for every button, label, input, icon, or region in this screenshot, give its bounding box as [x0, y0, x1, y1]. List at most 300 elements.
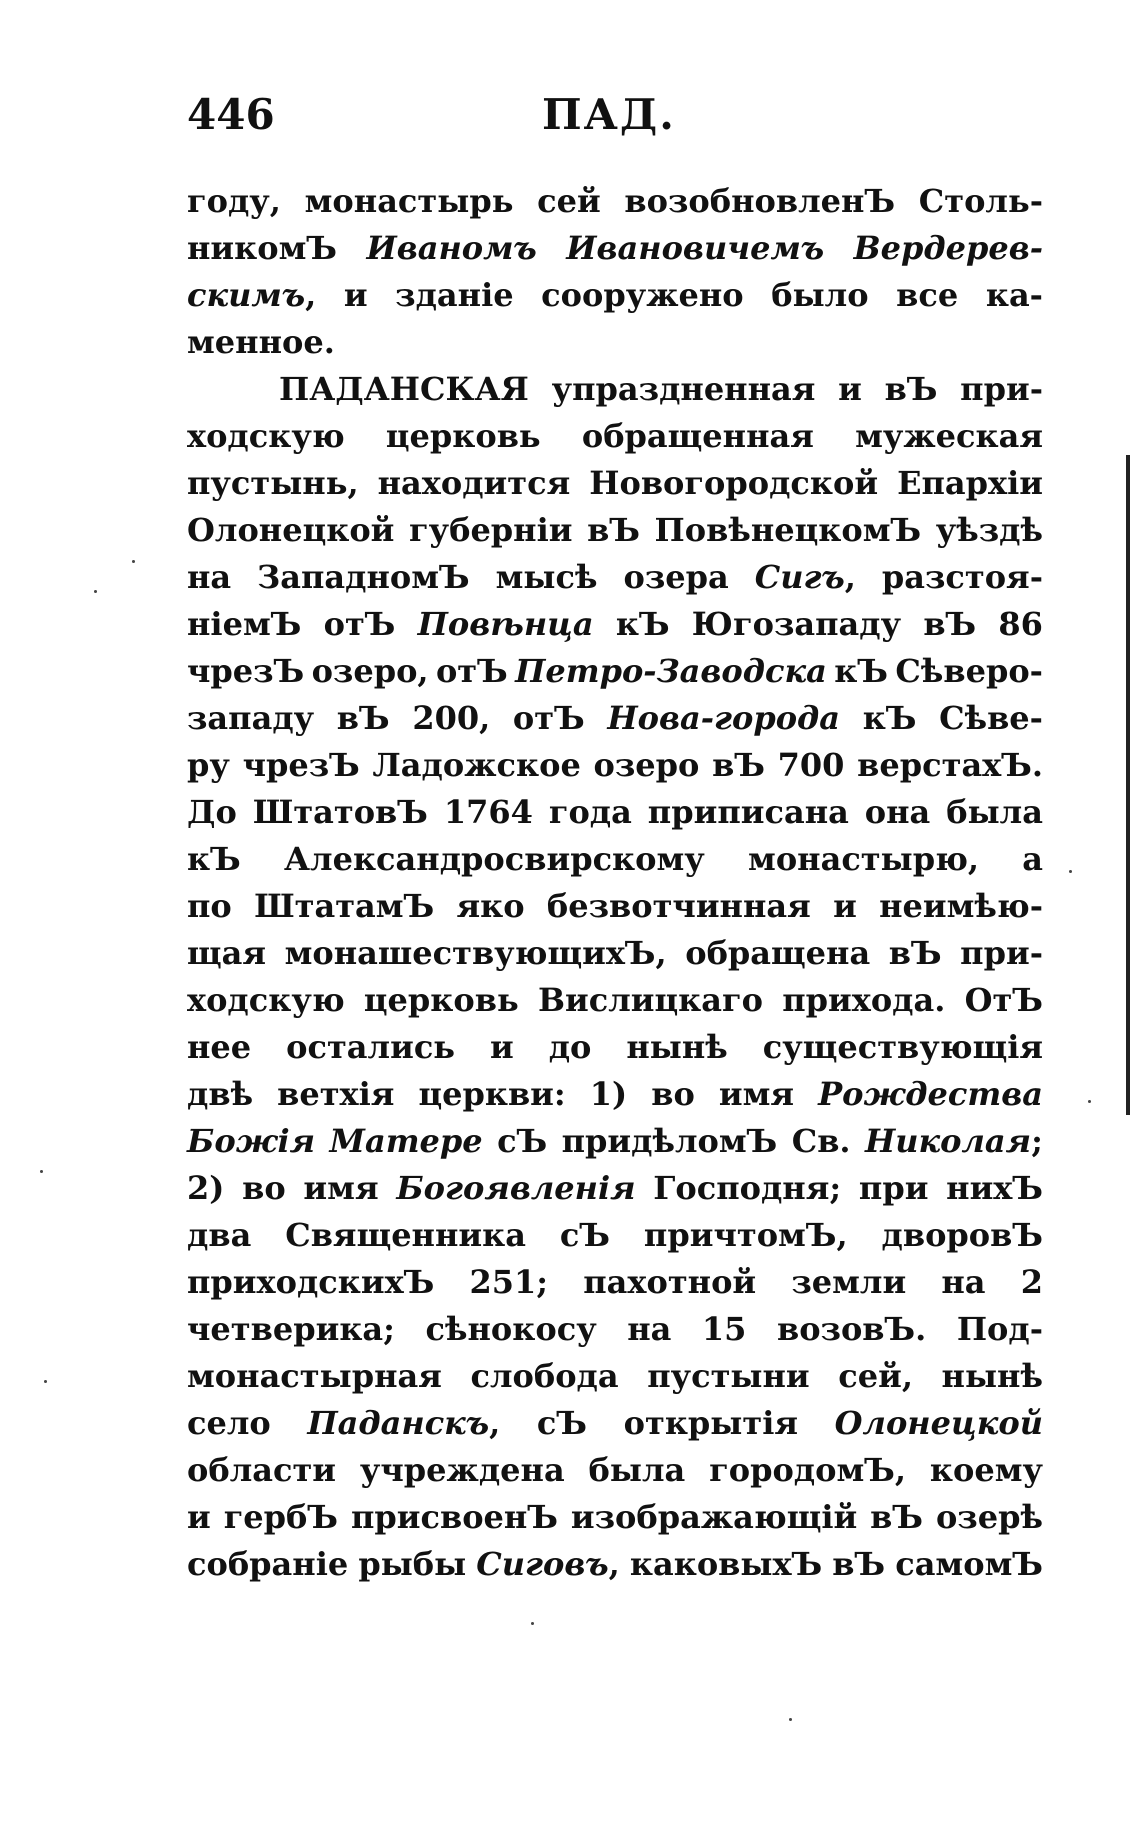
text-run: отЪ — [512, 699, 585, 737]
text-run: собраніе — [187, 1545, 349, 1583]
text-run: при — [858, 1169, 929, 1207]
word — [187, 1306, 395, 1353]
word — [187, 460, 359, 507]
text-run: щая — [187, 934, 266, 972]
text-line — [187, 1165, 1043, 1212]
text-run: вЪ — [888, 934, 942, 972]
text-run: 2 — [1020, 1263, 1043, 1301]
word — [692, 601, 901, 648]
text-run: года — [548, 793, 632, 831]
word — [616, 601, 670, 648]
word — [418, 601, 594, 648]
word — [895, 648, 1043, 695]
word — [946, 789, 1043, 836]
word — [378, 460, 571, 507]
word — [470, 1353, 618, 1400]
word — [818, 1071, 1043, 1118]
word — [187, 1400, 271, 1447]
word — [187, 930, 266, 977]
text-run: кЪ — [615, 605, 670, 643]
word — [396, 1165, 635, 1212]
text-run: мысѣ — [495, 558, 598, 596]
page-header — [187, 90, 1043, 150]
text-run: гербЪ — [223, 1498, 338, 1536]
word — [626, 1024, 727, 1071]
word — [882, 1212, 1043, 1259]
word — [960, 366, 1043, 413]
text-run: яко — [456, 887, 525, 925]
text-run: возобновленЪ — [624, 182, 896, 220]
text-run: по — [187, 887, 232, 925]
italic-text: Николая — [865, 1122, 1032, 1160]
word — [372, 742, 580, 789]
text-run: ПАДАНСКАЯ — [279, 370, 529, 408]
text-run: менное. — [187, 323, 335, 361]
word — [832, 1541, 885, 1588]
word — [702, 1306, 747, 1353]
text-run: село — [187, 1404, 271, 1442]
text-run: дворовЪ — [881, 1216, 1043, 1254]
word — [763, 1024, 1043, 1071]
text-run: Вислицкаго — [537, 981, 763, 1019]
word — [624, 1400, 798, 1447]
word — [187, 695, 314, 742]
word — [897, 460, 1043, 507]
text-run: , — [608, 1545, 620, 1583]
word — [685, 930, 870, 977]
text-run: сей — [537, 182, 601, 220]
word — [895, 1541, 1043, 1588]
word — [960, 930, 1043, 977]
text-run: озерѣ — [935, 1498, 1043, 1536]
word — [594, 742, 700, 789]
text-run: монашествующихЪ, — [284, 934, 667, 972]
text-run: вЪ — [712, 746, 765, 784]
word — [444, 789, 533, 836]
page-number: 446 — [187, 90, 275, 139]
text-run: сооружено — [541, 276, 744, 314]
text-line — [187, 1212, 1043, 1259]
italic-text: Паданскъ — [307, 1404, 490, 1442]
text-run: году, — [187, 182, 281, 220]
text-line — [187, 1071, 1043, 1118]
text-line — [187, 1541, 1043, 1588]
text-run: городомЪ, — [709, 1451, 907, 1489]
word — [930, 1447, 1043, 1494]
text-run: сЪ — [559, 1216, 610, 1254]
text-run: церкви: — [418, 1075, 566, 1113]
text-run: области — [187, 1451, 337, 1489]
text-run: присвоенЪ — [350, 1498, 558, 1536]
word — [719, 1071, 794, 1118]
word — [882, 554, 1043, 601]
word — [627, 1306, 671, 1353]
text-line — [187, 366, 1043, 413]
text-run: прихода. — [782, 981, 946, 1019]
text-line — [187, 648, 1043, 695]
italic-text: скимъ — [187, 276, 306, 314]
italic-text: Петро-Заводска — [515, 652, 827, 690]
word — [242, 1165, 286, 1212]
word — [942, 1353, 1043, 1400]
text-run: во — [651, 1075, 695, 1113]
text-run: Господня; — [653, 1169, 842, 1207]
text-run: Олонецкой — [187, 511, 395, 549]
word — [305, 178, 514, 225]
text-run: ОтЪ — [964, 981, 1043, 1019]
word — [187, 1259, 434, 1306]
text-run: ветхія — [277, 1075, 395, 1113]
text-run: обращена — [685, 934, 871, 972]
word — [187, 789, 237, 836]
text-run: нынѣ — [941, 1357, 1043, 1395]
word — [791, 1259, 906, 1306]
text-line — [187, 319, 1043, 366]
text-run: и — [833, 887, 857, 925]
text-run: Новогородской — [589, 464, 879, 502]
text-run: ШтатовЪ — [252, 793, 428, 831]
text-run: пустыни — [647, 1357, 810, 1395]
word — [562, 1118, 778, 1165]
word — [986, 272, 1043, 319]
text-run: 15 — [701, 1310, 747, 1348]
word — [623, 554, 728, 601]
text-run: зданіе — [395, 276, 514, 314]
text-run: кЪ — [187, 840, 241, 878]
word — [792, 1118, 851, 1165]
text-run: самомЪ — [895, 1545, 1043, 1583]
text-run: чрезЪ — [242, 746, 360, 784]
text-run: озеро — [593, 746, 700, 784]
text-line — [187, 977, 1043, 1024]
word — [549, 1024, 592, 1071]
text-run: 86 — [998, 605, 1043, 643]
text-run: монастырная — [187, 1357, 442, 1395]
word — [476, 1541, 620, 1588]
word — [923, 601, 976, 648]
text-run: сей, — [838, 1357, 913, 1395]
text-run: кЪ — [862, 699, 917, 737]
italic-text: Вердерев- — [853, 229, 1043, 267]
word — [644, 1212, 848, 1259]
text-run: учреждена — [359, 1451, 565, 1489]
word — [653, 1165, 841, 1212]
word — [187, 648, 304, 695]
italic-text: Матере — [329, 1122, 483, 1160]
word — [834, 648, 888, 695]
text-run: неимѣю- — [879, 887, 1043, 925]
text-run: и — [343, 276, 368, 314]
word — [364, 977, 519, 1024]
word — [957, 1306, 1043, 1353]
text-run: Столь- — [918, 182, 1043, 220]
text-line — [187, 883, 1043, 930]
text-run: вЪ — [336, 699, 390, 737]
word — [187, 319, 335, 366]
word — [998, 601, 1043, 648]
word — [541, 272, 743, 319]
word — [889, 930, 942, 977]
text-run: коему — [929, 1451, 1043, 1489]
text-run: вЪ — [923, 605, 977, 643]
word — [358, 1541, 466, 1588]
text-run: 700 — [777, 746, 845, 784]
word — [469, 1259, 548, 1306]
word — [187, 883, 232, 930]
word — [187, 1494, 211, 1541]
text-run: имя — [718, 1075, 795, 1113]
word — [854, 225, 1043, 272]
text-run: , — [305, 276, 317, 314]
text-run: и — [187, 1498, 211, 1536]
word — [187, 413, 345, 460]
word — [566, 225, 824, 272]
text-run: открытія — [623, 1404, 798, 1442]
running-head: ПАД. — [542, 90, 676, 139]
word — [879, 883, 1043, 930]
italic-text: Повѣнца — [417, 605, 594, 643]
text-run: обращенная — [581, 417, 814, 455]
text-run: вЪ — [884, 370, 938, 408]
word — [648, 789, 849, 836]
word — [224, 1494, 338, 1541]
text-run: при- — [960, 934, 1043, 972]
text-run: ру — [187, 746, 230, 784]
word — [771, 272, 868, 319]
text-run: церковь — [385, 417, 541, 455]
text-line — [187, 178, 1043, 225]
word — [279, 366, 529, 413]
text-run: , — [844, 558, 856, 596]
word — [1022, 836, 1043, 883]
text-line — [187, 413, 1043, 460]
word — [855, 413, 1043, 460]
word — [607, 695, 840, 742]
word — [351, 1494, 558, 1541]
word — [863, 695, 917, 742]
word — [337, 695, 390, 742]
word — [386, 413, 541, 460]
text-line — [187, 1259, 1043, 1306]
text-run: на — [627, 1310, 672, 1348]
text-run: на — [941, 1263, 986, 1301]
word — [919, 178, 1043, 225]
word — [187, 554, 231, 601]
word — [253, 789, 428, 836]
word — [865, 1118, 1043, 1165]
word — [1021, 1259, 1043, 1306]
text-run: верстахЪ. — [857, 746, 1043, 784]
text-run: при- — [960, 370, 1043, 408]
text-run: вЪ — [832, 1545, 886, 1583]
text-run: находится — [377, 464, 571, 502]
word — [835, 1400, 1043, 1447]
text-run: отЪ — [323, 605, 396, 643]
text-line — [187, 1024, 1043, 1071]
text-line — [187, 742, 1043, 789]
word — [187, 1447, 336, 1494]
text-run: 251; — [469, 1263, 549, 1301]
word — [187, 601, 301, 648]
text-run: Сѣверо- — [895, 652, 1043, 690]
word — [939, 695, 1043, 742]
italic-text: Олонецкой — [834, 1404, 1043, 1442]
word — [360, 1447, 565, 1494]
word — [515, 648, 827, 695]
text-run: два — [187, 1216, 252, 1254]
word — [589, 1447, 686, 1494]
word — [324, 601, 396, 648]
text-run: вЪ — [587, 511, 640, 549]
text-run: приходскихЪ — [187, 1263, 435, 1301]
text-run: мужеская — [855, 417, 1043, 455]
word — [655, 507, 922, 554]
word — [965, 977, 1043, 1024]
text-run: все — [896, 276, 959, 314]
italic-text: Нова-города — [607, 699, 841, 737]
word — [582, 413, 814, 460]
word — [560, 1212, 610, 1259]
word — [624, 178, 895, 225]
text-run: кЪ — [834, 652, 888, 690]
word — [187, 1071, 253, 1118]
word — [777, 1306, 926, 1353]
word — [838, 1353, 913, 1400]
word — [936, 1494, 1043, 1541]
text-run: упраздненная — [551, 370, 816, 408]
text-run: ; — [1031, 1122, 1043, 1160]
word — [497, 1118, 547, 1165]
text-run: была — [588, 1451, 686, 1489]
word — [583, 1259, 756, 1306]
text-line — [187, 1306, 1043, 1353]
word — [590, 1071, 627, 1118]
word — [257, 554, 469, 601]
word — [936, 507, 1043, 554]
text-run: Священника — [285, 1216, 526, 1254]
word — [426, 1306, 597, 1353]
text-run: нынѣ — [626, 1028, 728, 1066]
word — [456, 883, 524, 930]
word — [436, 648, 508, 695]
word — [552, 366, 816, 413]
text-run: Под- — [956, 1310, 1043, 1348]
text-run: Сѣве- — [939, 699, 1043, 737]
text-line — [187, 272, 1043, 319]
word — [187, 836, 241, 883]
word — [395, 272, 513, 319]
text-run: чрезЪ — [187, 652, 305, 690]
word — [187, 1118, 315, 1165]
text-run: во — [242, 1169, 286, 1207]
word — [712, 742, 765, 789]
word — [418, 1071, 565, 1118]
word — [838, 366, 862, 413]
text-run: безвотчинная — [546, 887, 811, 925]
word — [187, 1541, 348, 1588]
word — [187, 1212, 251, 1259]
italic-text: Сиговъ — [476, 1545, 609, 1583]
word — [307, 1400, 500, 1447]
text-run: причтомЪ, — [643, 1216, 848, 1254]
word — [870, 1494, 923, 1541]
text-line — [187, 1353, 1043, 1400]
text-line — [187, 554, 1043, 601]
text-run: нее — [187, 1028, 252, 1066]
text-run: а — [1022, 840, 1043, 878]
word — [286, 1024, 455, 1071]
word — [277, 1071, 394, 1118]
word — [412, 695, 490, 742]
italic-text: Иваномъ — [366, 229, 537, 267]
text-run: ПовѣнецкомЪ — [654, 511, 922, 549]
text-line — [187, 930, 1043, 977]
word — [284, 836, 705, 883]
word — [254, 883, 434, 930]
text-run: ходскую — [187, 981, 345, 1019]
word — [187, 507, 394, 554]
text-run: вЪ — [870, 1498, 923, 1536]
italic-text: Божія — [187, 1122, 316, 1160]
word — [537, 178, 601, 225]
text-line — [187, 789, 1043, 836]
word — [538, 977, 763, 1024]
text-run: 1) — [589, 1075, 628, 1113]
word — [187, 1353, 442, 1400]
word — [587, 507, 640, 554]
text-run: возовЪ. — [776, 1310, 927, 1348]
text-run: придѣломЪ — [561, 1122, 778, 1160]
text-run: уѣздѣ — [935, 511, 1043, 549]
text-run: каковыхЪ — [629, 1545, 823, 1583]
text-run: ходскую — [187, 417, 345, 455]
text-run: 2) — [187, 1169, 225, 1207]
text-run: она — [864, 793, 931, 831]
word — [409, 507, 572, 554]
word — [303, 1165, 378, 1212]
text-run: пустынь, — [187, 464, 359, 502]
text-line — [187, 1400, 1043, 1447]
text-run: До — [187, 793, 237, 831]
text-run: и — [838, 370, 862, 408]
text-run: на — [187, 558, 232, 596]
text-run: ШтатамЪ — [254, 887, 435, 925]
text-run: была — [946, 793, 1043, 831]
word — [647, 1353, 809, 1400]
word — [490, 1024, 514, 1071]
word — [549, 789, 632, 836]
text-run: ка- — [985, 276, 1043, 314]
text-run: слобода — [470, 1357, 619, 1395]
text-run: сЪ — [497, 1122, 548, 1160]
text-run: 1764 — [443, 793, 533, 831]
word — [865, 789, 931, 836]
word — [857, 742, 1043, 789]
text-run: отЪ — [435, 652, 508, 690]
word — [285, 1212, 526, 1259]
word — [537, 1400, 587, 1447]
word — [496, 554, 598, 601]
text-run: изображающій — [570, 1498, 858, 1536]
text-run: существующія — [762, 1028, 1043, 1066]
text-run: , — [489, 1404, 501, 1442]
word — [709, 1447, 906, 1494]
text-run: никомЪ — [187, 229, 338, 267]
word — [896, 272, 958, 319]
word — [187, 977, 345, 1024]
text-run: рыбы — [358, 1545, 467, 1583]
word — [285, 930, 667, 977]
